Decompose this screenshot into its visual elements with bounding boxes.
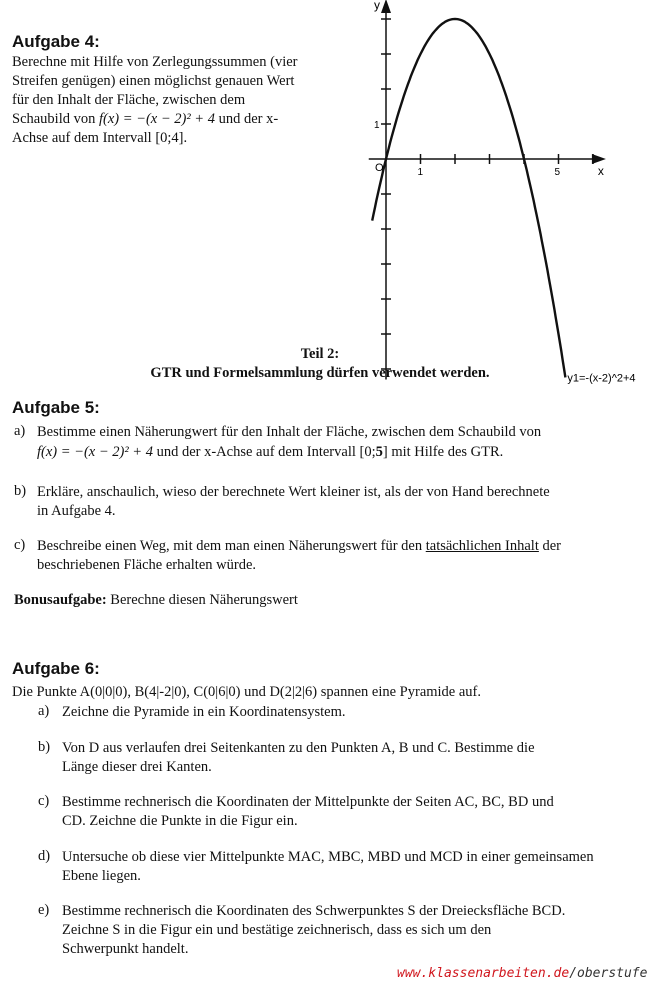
x-tick-label-1: 1 — [417, 167, 424, 178]
aufgabe6-heading: Aufgabe 6: — [12, 659, 100, 678]
curve-label: y1=-(x-2)^2+4 — [567, 372, 636, 385]
aufgabe6-b-line1: Von D aus verlaufen drei Seitenkanten zu den Punkten A, B und C. Bestimme die — [62, 740, 535, 756]
aufgabe5-a-line2 — [37, 443, 503, 462]
aufgabe6-e-letter: e) — [38, 902, 50, 918]
aufgabe5-a-line2-bold: 5 — [375, 444, 383, 460]
bonus-label: Bonusaufgabe: — [14, 592, 107, 608]
aufgabe4-line4 — [12, 110, 278, 129]
aufgabe5-a-line2-b: und der x-Achse auf dem Intervall [0; — [156, 444, 376, 460]
y-axis-label: y — [374, 0, 380, 12]
graph-curve — [372, 19, 565, 377]
aufgabe5-c-line1 — [37, 537, 561, 556]
teil2-title: Teil 2: — [300, 346, 340, 362]
aufgabe5-a-letter: a) — [14, 423, 26, 439]
aufgabe6-intro: Die Punkte A(0|0|0), B(4|-2|0), C(0|6|0) und D(2|2|6) spannen eine Pyramide auf. — [12, 684, 482, 700]
aufgabe5-c-letter: c) — [14, 537, 26, 553]
x-axis-arrow — [592, 154, 606, 164]
aufgabe6-d-line1: Untersuche ob diese vier Mittelpunkte MAC, MBC, MBD und MCD in einer gemeinsamen — [62, 849, 594, 865]
y-axis-arrow — [381, 0, 391, 13]
origin-label: O — [375, 162, 384, 174]
aufgabe4-line5: Achse auf dem Intervall [0;4]. — [12, 130, 188, 146]
aufgabe6-d-line2: Ebene liegen. — [62, 868, 141, 884]
y-tick-label-1: 1 — [374, 120, 380, 131]
aufgabe6-b-letter: b) — [38, 739, 51, 755]
aufgabe4-line2: Streifen genügen) einen möglichst genauen Wert — [12, 73, 295, 89]
aufgabe6-c-letter: c) — [38, 793, 50, 809]
aufgabe4-line3: für den Inhalt der Fläche, zwischen dem — [12, 92, 246, 108]
aufgabe5-c-line2: beschriebenen Fläche erhalten würde. — [37, 557, 257, 573]
aufgabe5-a-line1: Bestimme einen Näherungwert für den Inhalt der Fläche, zwischen dem Schaubild von — [37, 424, 542, 440]
aufgabe6-c-line1: Bestimme rechnerisch die Koordinaten der Mittelpunkte der Seiten AC, BC, BD und — [62, 794, 554, 810]
bonus-text: Berechne diesen Näherungswert — [110, 592, 298, 608]
graph-axes — [369, 0, 606, 380]
aufgabe6-d-letter: d) — [38, 848, 51, 864]
aufgabe6-e-line2: Zeichne S in die Figur ein und bestätige zeichnerisch, dass es sich um den — [62, 922, 492, 938]
aufgabe6-a-letter: a) — [38, 703, 50, 719]
teil2-subtitle: GTR und Formelsammlung dürfen verwendet werden. — [150, 365, 490, 381]
aufgabe5-b-letter: b) — [14, 483, 27, 499]
function-graph — [355, 0, 640, 385]
aufgabe5-c-line1-a: Beschreibe einen Weg, mit dem man einen Näherungswert für den — [37, 538, 423, 554]
aufgabe6-a-text: Zeichne die Pyramide in ein Koordinatensystem. — [62, 704, 346, 720]
bonus-task — [14, 591, 298, 610]
aufgabe6-e-line1: Bestimme rechnerisch die Koordinaten des Schwerpunktes S der Dreiecksfläche BCD. — [62, 903, 566, 919]
footer — [397, 964, 647, 982]
aufgabe4-formula: f(x) = −(x − 2)² + 4 — [99, 111, 215, 127]
aufgabe4-heading: Aufgabe 4: — [12, 32, 100, 51]
aufgabe6-e-line3: Schwerpunkt handelt. — [62, 941, 189, 957]
aufgabe5-b-line1: Erkläre, anschaulich, wieso der berechnete Wert kleiner ist, als der von Hand berechnete — [37, 484, 550, 500]
footer-brand-link[interactable]: www.klassenarbeiten.de — [397, 966, 570, 981]
aufgabe5-heading: Aufgabe 5: — [12, 398, 100, 417]
footer-path: /oberstufe — [569, 966, 647, 981]
x-tick-label-5: 5 — [554, 167, 561, 178]
x-axis-label: x — [597, 164, 604, 178]
aufgabe5-a-formula: f(x) = −(x − 2)² + 4 — [37, 444, 153, 460]
aufgabe5-a-line2-c: ] mit Hilfe des GTR. — [382, 444, 504, 460]
aufgabe6-c-line2: CD. Zeichne die Punkte in die Figur ein. — [62, 813, 298, 829]
aufgabe4-line1: Berechne mit Hilfe von Zerlegungssummen (vier — [12, 54, 298, 70]
aufgabe6-b-line2: Länge dieser drei Kanten. — [62, 759, 212, 775]
aufgabe5-c-line1-underlined: tatsächlichen Inhalt — [425, 538, 539, 554]
aufgabe5-b-line2: in Aufgabe 4. — [37, 503, 116, 519]
aufgabe4-line4-a: Schaubild von — [12, 111, 96, 127]
aufgabe5-c-line1-b: der — [542, 538, 562, 554]
aufgabe4-line4-b: und der x- — [218, 111, 279, 127]
